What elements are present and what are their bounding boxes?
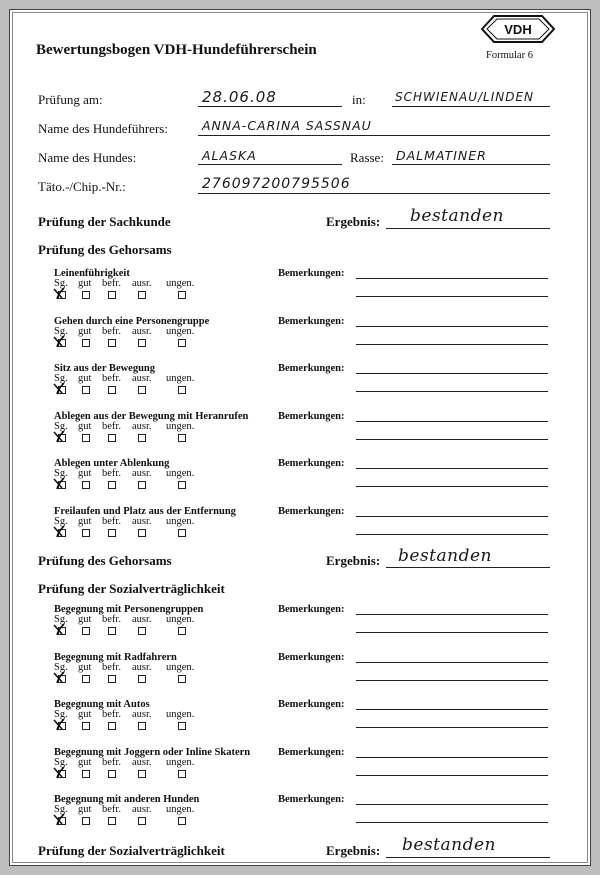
grade-checkbox[interactable]: [108, 722, 116, 730]
bemerkungen-line[interactable]: [356, 662, 548, 663]
bemerkungen-line[interactable]: [356, 516, 548, 517]
grade-option-label: ungen.: [166, 515, 195, 527]
grade-checkbox[interactable]: [178, 675, 186, 683]
grade-checkbox[interactable]: [82, 434, 90, 442]
item-label: Ablegen unter Ablenkung: [54, 458, 170, 469]
check-mark-icon: [52, 476, 68, 490]
item-label: Leinenführigkeit: [54, 268, 130, 279]
bemerkungen-line[interactable]: [356, 278, 548, 279]
bemerkungen-line[interactable]: [356, 775, 548, 776]
grade-option-label: ungen.: [166, 804, 195, 815]
grade-checkbox[interactable]: [138, 434, 146, 442]
bemerkungen-line[interactable]: [356, 614, 548, 615]
grade-option-label: ausr.: [132, 325, 152, 337]
sozial-ergebnis-value[interactable]: bestanden: [402, 835, 496, 855]
grade-checkbox[interactable]: [82, 481, 90, 489]
hund-value[interactable]: ALASKA: [202, 148, 257, 163]
bemerkungen-label: Bemerkungen:: [278, 410, 345, 422]
sozial-ergebnis-label: Ergebnis:: [326, 843, 381, 858]
bemerkungen-line[interactable]: [356, 391, 548, 392]
grade-checkbox[interactable]: [138, 627, 146, 635]
grade-option-label: ausr.: [132, 468, 152, 479]
grade-option-label: ausr.: [132, 515, 152, 527]
grade-checkbox[interactable]: [108, 770, 116, 778]
grade-option-label: Sg.: [54, 661, 68, 673]
bemerkungen-line[interactable]: [356, 680, 548, 681]
grade-checkbox[interactable]: [108, 529, 116, 537]
check-mark-icon: [52, 622, 68, 636]
grade-option-label: Sg.: [54, 373, 68, 384]
grade-option-label: gut: [78, 468, 92, 479]
grade-checkbox[interactable]: [138, 386, 146, 394]
pruefung-label: Prüfung am:: [38, 92, 103, 107]
hund-label: Name des Hundes:: [38, 150, 137, 165]
grade-checkbox[interactable]: [108, 817, 116, 825]
grade-option-label: befr.: [102, 278, 121, 289]
sachkunde-ergebnis-value[interactable]: bestanden: [410, 206, 504, 226]
grade-option-label: ausr.: [132, 709, 152, 720]
grade-checkbox[interactable]: [108, 339, 116, 347]
bemerkungen-line[interactable]: [356, 373, 548, 374]
grade-checkbox[interactable]: [138, 481, 146, 489]
grade-option-label: gut: [78, 325, 92, 337]
sozial-ergebnis-title: Prüfung der Sozialverträglichkeit: [38, 843, 225, 858]
grade-option-label: ausr.: [132, 373, 152, 384]
check-mark-icon: [52, 524, 68, 538]
item-label: Begegnung mit Personengruppen: [54, 604, 204, 615]
grade-checkbox[interactable]: [178, 770, 186, 778]
vdh-logo-text: VDH: [504, 22, 532, 37]
bemerkungen-label: Bemerkungen:: [278, 794, 345, 805]
rasse-label: Rasse:: [350, 150, 384, 165]
bemerkungen-line[interactable]: [356, 296, 548, 297]
item-label: Begegnung mit Autos: [54, 699, 150, 710]
grade-option-label: ungen.: [166, 373, 195, 384]
bemerkungen-label: Bemerkungen:: [278, 604, 345, 615]
grade-checkbox[interactable]: [82, 386, 90, 394]
in-label: in:: [352, 92, 366, 107]
grade-option-label: ausr.: [132, 278, 152, 289]
check-mark-icon: [52, 286, 68, 300]
item-label: Gehen durch eine Personengruppe: [54, 315, 210, 327]
grade-option-label: ausr.: [132, 756, 152, 768]
bemerkungen-line[interactable]: [356, 468, 548, 469]
bemerkungen-line[interactable]: [356, 727, 548, 728]
grade-checkbox[interactable]: [138, 675, 146, 683]
grade-option-label: Sg.: [54, 420, 68, 432]
grade-option-label: gut: [78, 614, 92, 625]
grade-option-label: befr.: [102, 420, 121, 432]
bemerkungen-line[interactable]: [356, 326, 548, 327]
grade-checkbox[interactable]: [82, 529, 90, 537]
vdh-logo: [478, 14, 558, 44]
bemerkungen-label: Bemerkungen:: [278, 458, 345, 469]
bemerkungen-label: Bemerkungen:: [278, 268, 345, 279]
grade-option-label: Sg.: [54, 278, 68, 289]
bemerkungen-line[interactable]: [356, 757, 548, 758]
grade-checkbox[interactable]: [82, 722, 90, 730]
item-label: Freilaufen und Platz aus der Entfernung: [54, 505, 236, 517]
grade-option-label: befr.: [102, 756, 121, 768]
grade-option-label: Sg.: [54, 515, 68, 527]
grade-option-label: ungen.: [166, 420, 195, 432]
form-title: Bewertungsbogen VDH-Hundeführerschein: [36, 42, 317, 58]
bemerkungen-label: Bemerkungen:: [278, 363, 345, 374]
grade-checkbox[interactable]: [108, 675, 116, 683]
grade-option-label: ungen.: [166, 614, 195, 625]
grade-checkbox[interactable]: [108, 627, 116, 635]
item-label: Ablegen aus der Bewegung mit Heranrufen: [54, 410, 249, 422]
grade-option-label: gut: [78, 709, 92, 720]
gehorsam-ergebnis-label: Ergebnis:: [326, 553, 381, 568]
check-mark-icon: [52, 334, 68, 348]
check-mark-icon: [52, 765, 68, 779]
grade-option-label: ungen.: [166, 468, 195, 479]
grade-option-label: ausr.: [132, 661, 152, 673]
grade-checkbox[interactable]: [138, 770, 146, 778]
item-label: Begegnung mit Radfahrern: [54, 651, 177, 663]
bemerkungen-label: Bemerkungen:: [278, 505, 345, 517]
grade-checkbox[interactable]: [108, 291, 116, 299]
grade-option-label: befr.: [102, 373, 121, 384]
grade-checkbox[interactable]: [82, 675, 90, 683]
gehorsam-ergebnis-title: Prüfung des Gehorsams: [38, 553, 172, 568]
bemerkungen-label: Bemerkungen:: [278, 651, 345, 663]
grade-checkbox[interactable]: [138, 529, 146, 537]
grade-option-label: Sg.: [54, 325, 68, 337]
form-number: Formular 6: [486, 50, 533, 61]
grade-checkbox[interactable]: [138, 339, 146, 347]
grade-option-label: gut: [78, 373, 92, 384]
grade-option-label: ungen.: [166, 661, 195, 673]
check-mark-icon: [52, 717, 68, 731]
chip-label: Täto.-/Chip.-Nr.:: [38, 179, 126, 194]
grade-option-label: gut: [78, 804, 92, 815]
grade-checkbox[interactable]: [138, 817, 146, 825]
bemerkungen-line[interactable]: [356, 486, 548, 487]
bemerkungen-line[interactable]: [356, 534, 548, 535]
bemerkungen-label: Bemerkungen:: [278, 699, 345, 710]
grade-option-label: gut: [78, 278, 92, 289]
grade-checkbox[interactable]: [82, 817, 90, 825]
grade-option-label: ungen.: [166, 278, 195, 289]
sachkunde-title: Prüfung der Sachkunde: [38, 214, 171, 229]
item-label: Begegnung mit anderen Hunden: [54, 794, 200, 805]
grade-checkbox[interactable]: [138, 722, 146, 730]
bemerkungen-line[interactable]: [356, 344, 548, 345]
grade-option-label: Sg.: [54, 804, 68, 815]
grade-checkbox[interactable]: [178, 817, 186, 825]
grade-option-label: befr.: [102, 468, 121, 479]
grade-option-label: ausr.: [132, 614, 152, 625]
grade-checkbox[interactable]: [108, 434, 116, 442]
grade-checkbox[interactable]: [178, 481, 186, 489]
item-label: Sitz aus der Bewegung: [54, 363, 156, 374]
fuehrer-value[interactable]: ANNA-CARINA SASSNAU: [202, 118, 372, 133]
grade-option-label: ungen.: [166, 756, 195, 768]
bemerkungen-label: Bemerkungen:: [278, 315, 345, 327]
grade-checkbox[interactable]: [178, 722, 186, 730]
grade-checkbox[interactable]: [82, 770, 90, 778]
grade-checkbox[interactable]: [138, 291, 146, 299]
bemerkungen-line[interactable]: [356, 804, 548, 805]
grade-option-label: befr.: [102, 515, 121, 527]
bemerkungen-line[interactable]: [356, 632, 548, 633]
in-value[interactable]: SCHWIENAU/LINDEN: [395, 90, 535, 104]
grade-option-label: befr.: [102, 614, 121, 625]
grade-checkbox[interactable]: [82, 291, 90, 299]
grade-option-label: ausr.: [132, 420, 152, 432]
grade-checkbox[interactable]: [108, 481, 116, 489]
sachkunde-ergebnis-label: Ergebnis:: [326, 214, 381, 229]
grade-option-label: Sg.: [54, 709, 68, 720]
grade-checkbox[interactable]: [178, 339, 186, 347]
grade-checkbox[interactable]: [108, 386, 116, 394]
bemerkungen-line[interactable]: [356, 421, 548, 422]
grade-option-label: gut: [78, 661, 92, 673]
grade-option-label: Sg.: [54, 614, 68, 625]
bemerkungen-line[interactable]: [356, 439, 548, 440]
pruefung-value[interactable]: 28.06.08: [202, 88, 277, 106]
grade-option-label: ungen.: [166, 325, 195, 337]
bemerkungen-label: Bemerkungen:: [278, 746, 345, 758]
bemerkungen-line[interactable]: [356, 822, 548, 823]
grade-option-label: befr.: [102, 709, 121, 720]
check-mark-icon: [52, 429, 68, 443]
grade-checkbox[interactable]: [178, 434, 186, 442]
grade-option-label: ungen.: [166, 709, 195, 720]
sozial-title: Prüfung der Sozialverträglichkeit: [38, 581, 225, 596]
grade-checkbox[interactable]: [178, 627, 186, 635]
rasse-value[interactable]: DALMATINER: [396, 148, 487, 163]
item-label: Begegnung mit Joggern oder Inline Skatern: [54, 746, 251, 758]
grade-option-label: ausr.: [132, 804, 152, 815]
grade-checkbox[interactable]: [82, 627, 90, 635]
check-mark-icon: [52, 812, 68, 826]
check-mark-icon: [52, 670, 68, 684]
gehorsam-ergebnis-value[interactable]: bestanden: [398, 546, 492, 566]
bemerkungen-line[interactable]: [356, 709, 548, 710]
grade-option-label: befr.: [102, 325, 121, 337]
grade-checkbox[interactable]: [82, 339, 90, 347]
grade-option-label: gut: [78, 515, 92, 527]
grade-option-label: befr.: [102, 804, 121, 815]
grade-checkbox[interactable]: [178, 386, 186, 394]
grade-checkbox[interactable]: [178, 529, 186, 537]
grade-checkbox[interactable]: [178, 291, 186, 299]
grade-option-label: gut: [78, 420, 92, 432]
grade-option-label: Sg.: [54, 468, 68, 479]
grade-option-label: befr.: [102, 661, 121, 673]
gehorsam-title: Prüfung des Gehorsams: [38, 242, 172, 257]
grade-option-label: gut: [78, 756, 92, 768]
fuehrer-label: Name des Hundeführers:: [38, 121, 168, 136]
chip-value[interactable]: 276097200795506: [202, 176, 351, 192]
check-mark-icon: [52, 381, 68, 395]
grade-option-label: Sg.: [54, 756, 68, 768]
